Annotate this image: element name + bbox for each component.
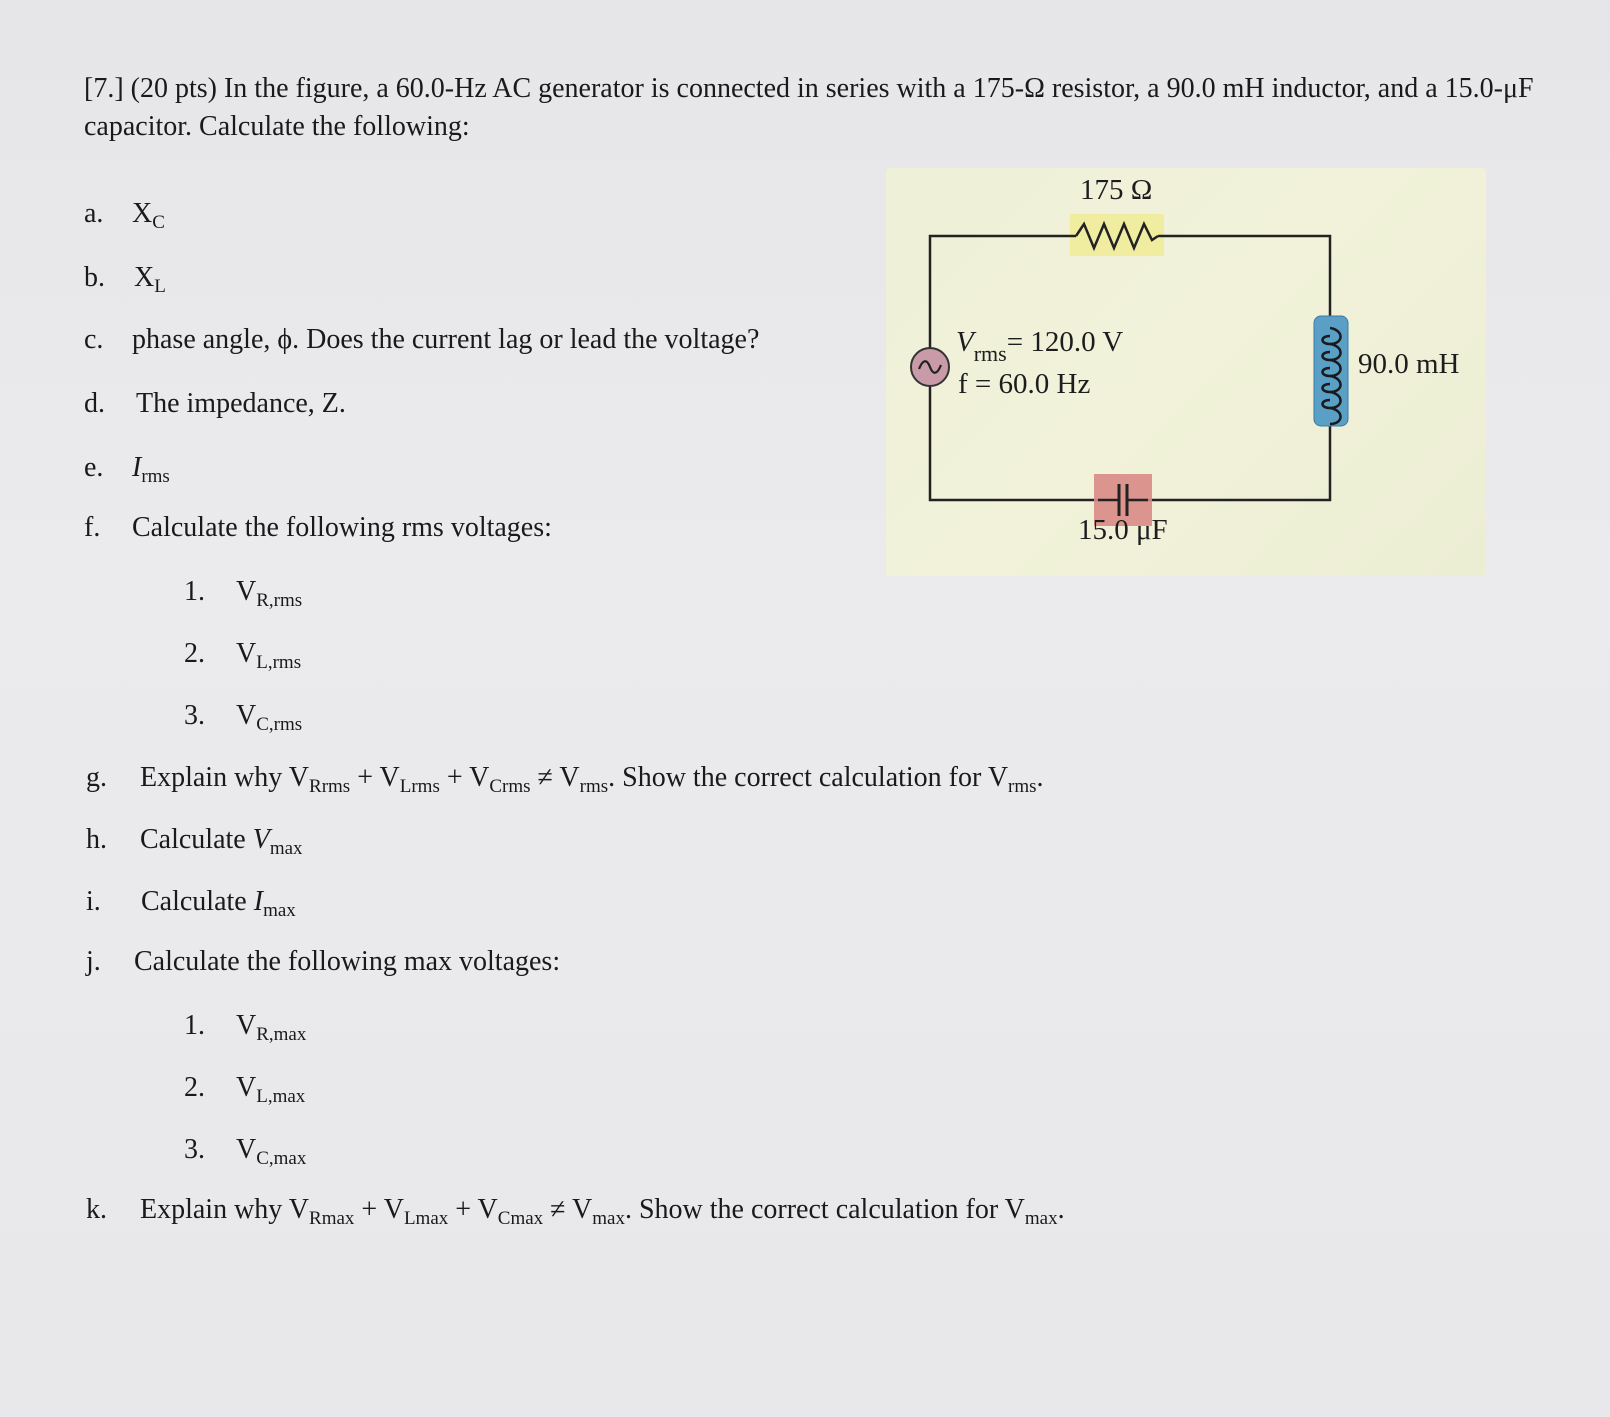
- item-i-text: Calculate: [141, 886, 254, 917]
- item-k-sub-2: Lmax: [403, 1208, 449, 1229]
- item-k-text-5: . Show the correct calculation for V: [624, 1194, 1025, 1225]
- item-k-text-3: + V: [448, 1194, 498, 1225]
- item-f-3-sub: C,rms: [256, 714, 303, 735]
- item-f-2-num: 2.: [184, 638, 205, 669]
- item-j: [86, 946, 560, 978]
- item-h-text: Calculate: [140, 824, 253, 855]
- item-e-label: e.: [84, 452, 104, 483]
- item-f-2: [184, 638, 302, 673]
- item-f-3-main: V: [236, 700, 257, 731]
- source-voltage-label: [956, 326, 1124, 366]
- item-g-sub-3: Crms: [489, 776, 531, 797]
- inductor-icon: [1314, 316, 1348, 426]
- item-k-label: k.: [86, 1194, 107, 1225]
- item-k-sub-1: Rmax: [309, 1208, 355, 1229]
- item-f-label: f.: [84, 512, 101, 543]
- item-i-main: I: [253, 886, 264, 917]
- source-v-value: = 120.0 V: [1006, 326, 1124, 358]
- item-b-sub: L: [154, 276, 166, 297]
- item-e: [84, 452, 170, 487]
- item-k-text-2: + V: [354, 1194, 404, 1225]
- item-h: [86, 824, 303, 859]
- item-d: [84, 388, 346, 420]
- item-c: [84, 324, 759, 356]
- item-a: [84, 198, 165, 233]
- item-f-1: [184, 576, 303, 611]
- item-h-label: h.: [86, 824, 107, 855]
- item-j-1-num: 1.: [184, 1010, 205, 1041]
- inductor-label: 90.0 mH: [1358, 348, 1460, 380]
- problem-statement: In the figure, a 60.0-Hz AC generator is connected in series with a 175-Ω resistor, a 90.0 mH inductor, and a 15.0-μF capacitor. Calculate the following:: [84, 73, 1534, 142]
- item-d-label: d.: [84, 388, 105, 419]
- circuit-figure: [886, 168, 1486, 576]
- item-f: [84, 512, 552, 544]
- item-i-sub: max: [263, 900, 296, 921]
- item-j-1-main: V: [236, 1010, 257, 1041]
- item-g-text-6: .: [1036, 762, 1044, 793]
- item-a-label: a.: [84, 198, 104, 229]
- item-k-text-6: .: [1057, 1194, 1065, 1225]
- item-j-text: Calculate the following max voltages:: [134, 946, 561, 977]
- item-g-sub-4: rms: [579, 776, 609, 797]
- problem-number: [7.]: [84, 73, 124, 104]
- item-i-label: i.: [86, 886, 101, 917]
- source-frequency-label: f = 60.0 Hz: [958, 368, 1091, 400]
- item-f-1-sub: R,rms: [256, 590, 303, 611]
- item-g-sub-5: rms: [1008, 776, 1037, 797]
- item-k-text-4: ≠ V: [543, 1194, 593, 1225]
- item-k-sub-3: Cmax: [497, 1208, 544, 1229]
- item-k-text-1: Explain why V: [140, 1194, 310, 1225]
- item-j-3-main: V: [236, 1134, 257, 1165]
- item-k-sub-4: max: [592, 1208, 625, 1229]
- item-e-sub: rms: [141, 466, 170, 487]
- item-j-2-main: V: [236, 1072, 257, 1103]
- item-d-text: The impedance, Z.: [136, 388, 346, 419]
- item-g: [86, 762, 1044, 797]
- item-c-label: c.: [84, 324, 104, 355]
- item-f-text: Calculate the following rms voltages:: [132, 512, 552, 543]
- item-g-label: g.: [86, 762, 107, 793]
- item-h-main: V: [252, 824, 270, 855]
- item-e-main: I: [132, 452, 142, 483]
- item-f-3: [184, 700, 303, 735]
- item-b-main: X: [134, 262, 155, 293]
- item-c-text: phase angle, ϕ. Does the current lag or lead the voltage?: [132, 324, 760, 355]
- item-j-1: [184, 1010, 307, 1045]
- source-v-main: V: [956, 326, 974, 358]
- item-g-sub-1: Rrms: [309, 776, 351, 797]
- item-g-sub-2: Lrms: [399, 776, 440, 797]
- item-f-3-num: 3.: [184, 700, 205, 731]
- item-b-label: b.: [84, 262, 105, 293]
- item-j-1-sub: R,max: [256, 1024, 307, 1045]
- source-v-sub: rms: [973, 341, 1007, 366]
- item-j-2-sub: L,max: [256, 1086, 306, 1107]
- item-h-sub: max: [269, 838, 303, 859]
- problem-heading: [84, 70, 1534, 146]
- item-k: [86, 1194, 1065, 1229]
- item-b: [84, 262, 166, 297]
- resistor-label: 175 Ω: [1080, 174, 1153, 206]
- item-f-1-num: 1.: [184, 576, 205, 607]
- capacitor-label: 15.0 μF: [1078, 514, 1168, 546]
- item-j-2: [184, 1072, 306, 1107]
- item-g-text-5: . Show the correct calculation for V: [608, 762, 1009, 793]
- item-a-sub: C: [152, 212, 165, 233]
- problem-points: (20 pts): [130, 73, 217, 104]
- item-g-text-1: Explain why V: [140, 762, 310, 793]
- item-j-3: [184, 1134, 307, 1169]
- item-j-label: j.: [86, 946, 101, 977]
- item-f-2-main: V: [236, 638, 257, 669]
- item-i: [86, 886, 296, 921]
- item-f-1-main: V: [236, 576, 257, 607]
- item-g-text-2: + V: [350, 762, 400, 793]
- item-j-3-num: 3.: [184, 1134, 205, 1165]
- item-j-3-sub: C,max: [256, 1148, 307, 1169]
- item-g-text-3: + V: [439, 762, 490, 793]
- item-f-2-sub: L,rms: [256, 652, 302, 673]
- item-j-2-num: 2.: [184, 1072, 205, 1103]
- item-g-text-4: ≠ V: [530, 762, 580, 793]
- item-k-sub-5: max: [1024, 1208, 1058, 1229]
- wire-top-right: [1158, 236, 1330, 328]
- item-a-main: X: [132, 198, 153, 229]
- wire-bottom-right: [1126, 426, 1330, 500]
